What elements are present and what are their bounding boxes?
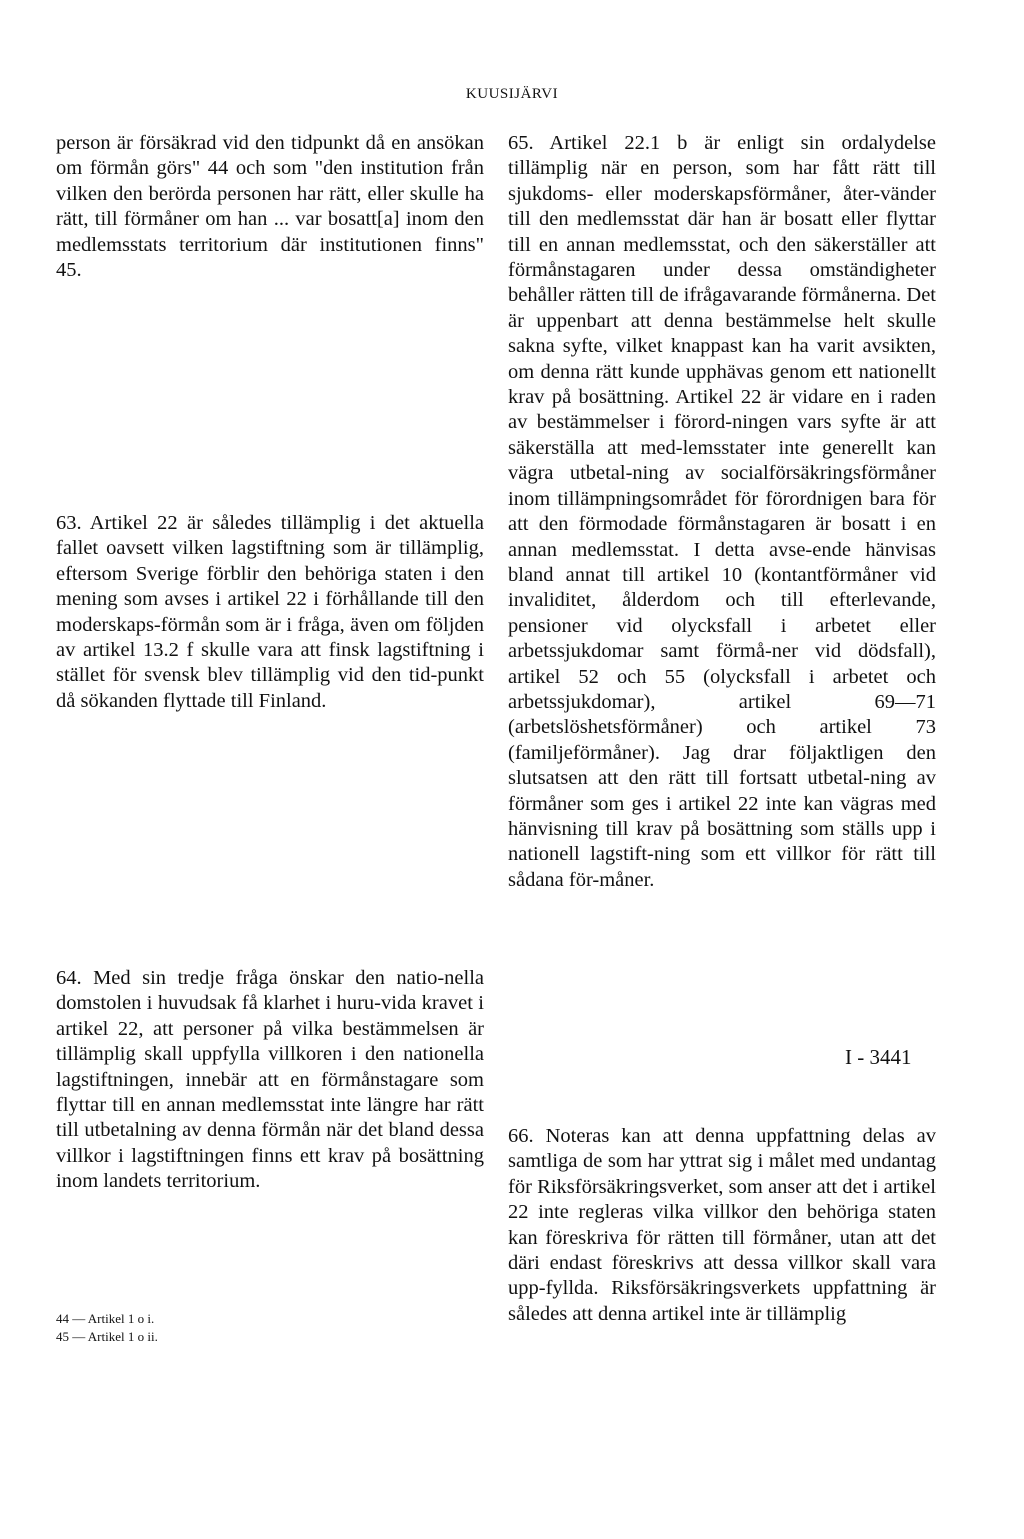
page-number: I - 3441 <box>845 1045 912 1069</box>
paragraph-intro-text: person är försäkrad vid den tidpunkt då en ansökan om förmån görs" 44 och som "den institution från vilken den berörda personen har rätt, eller skulle ha rätt, till förmåner om han ... var bosatt[a] inom den medlemsstats territorium där institutionen finns" 45. <box>56 132 484 282</box>
footnotes <box>56 1310 158 1346</box>
running-header: KUUSIJÄRVI <box>465 86 559 102</box>
left-para-64 <box>56 966 484 1195</box>
paragraph-65-text: 65. Artikel 22.1 b är enligt sin ordalydelse tillämplig när en person, som har fått rätt till sjukdoms- eller moderskapsförmåner, åter-vänder till den medlemsstat där han är bosatt eller flyttar till en annan medlemsstat, och den säkerställer att förmånstagaren under dessa omständigheter behåller rätten till de ifrågavarande förmånerna. Det är uppenbart att denna bestämmelse helt skulle sakna syfte, vilket knappast kan ha varit avsikten, om denna rätt kunde upphävas genom ett nationellt krav på bosättning. Artikel 22 är vidare en i raden av bestämmelser i förord-ningen vars syfte är att säkerställa att med-lemsstater inte generellt kan vägra utbetal-ning av socialförsäkringsförmåner inom tillämpningsområdet för förordnigen bara för att den förmodade förmånstagaren är bosatt i en annan medlemsstat. I detta avse-ende hänvisas bland annat till artikel 10 (kontantförmåner vid invaliditet, ålderdom och till efterlevande, pensioner vid olycksfall i arbetet eller arbetssjukdomar samt förmå-ner vid dödsfall), artikel 52 och 55 (olycksfall i arbetet och arbetssjukdomar), artikel 69—71 (arbetslöshetsförmåner) och artikel 73 (familjeförmåner). Jag drar följaktligen den slutsatsen att den rätt till fortsatt utbetal-ning av förmåner som ges i artikel 22 inte kan vägras med hänvisning till krav på bosättning som ställs upp i nationell lagstift-ning som ett villkor för rätt till sådana för-måner. <box>508 132 936 891</box>
footnote-44: 44 — Artikel 1 o i. <box>56 1311 155 1326</box>
paragraph-66-text: 66. Noteras kan att denna uppfattning delas av samtliga de som har yttrat sig i målet med undantag för Riksförsäkringsverket, som anser att det i artikel 22 inte regleras vilka villkor den behöriga staten kan föreskriva för rätten till förmåner, utan att det däri endast föreskrivs att dessa villkor skall vara upp-fyllda. Riksförsäkringsverkets uppfattning är således att denna artikel inte är tillämplig <box>508 1125 936 1325</box>
left-para-63 <box>56 511 484 714</box>
right-para-66 <box>508 1124 936 1327</box>
left-para-intro <box>56 131 484 283</box>
paragraph-64-text: 64. Med sin tredje fråga önskar den natio-nella domstolen i huvudsak få klarhet i huru-vida kravet i artikel 22, att personer på vilka bestämmelsen är tillämplig skall uppfylla villkoren i den nationella lagstiftningen, innebär att en förmånstagare som flyttar till en annan medlemsstat inte längre har rätt till utbetalning av denna förmån när det bland dessa villkor i lagstiftningen finns ett krav på bosättning inom landets territorium. <box>56 967 484 1193</box>
footnote-45: 45 — Artikel 1 o ii. <box>56 1329 158 1344</box>
right-para-65 <box>508 131 936 893</box>
paragraph-63-text: 63. Artikel 22 är således tillämplig i det aktuella fallet oavsett vilken lagstiftning som är tillämplig, eftersom Sverige förblir den behöriga staten i den mening som avses i artikel 22 i förhållande till den moderskaps-förmån som är i fråga, även om följden av artikel 13.2 f skulle vara att finsk lagstiftning i stället för svensk blev tillämplig vid den tid-punkt då sökanden flyttade till Finland. <box>56 512 484 712</box>
